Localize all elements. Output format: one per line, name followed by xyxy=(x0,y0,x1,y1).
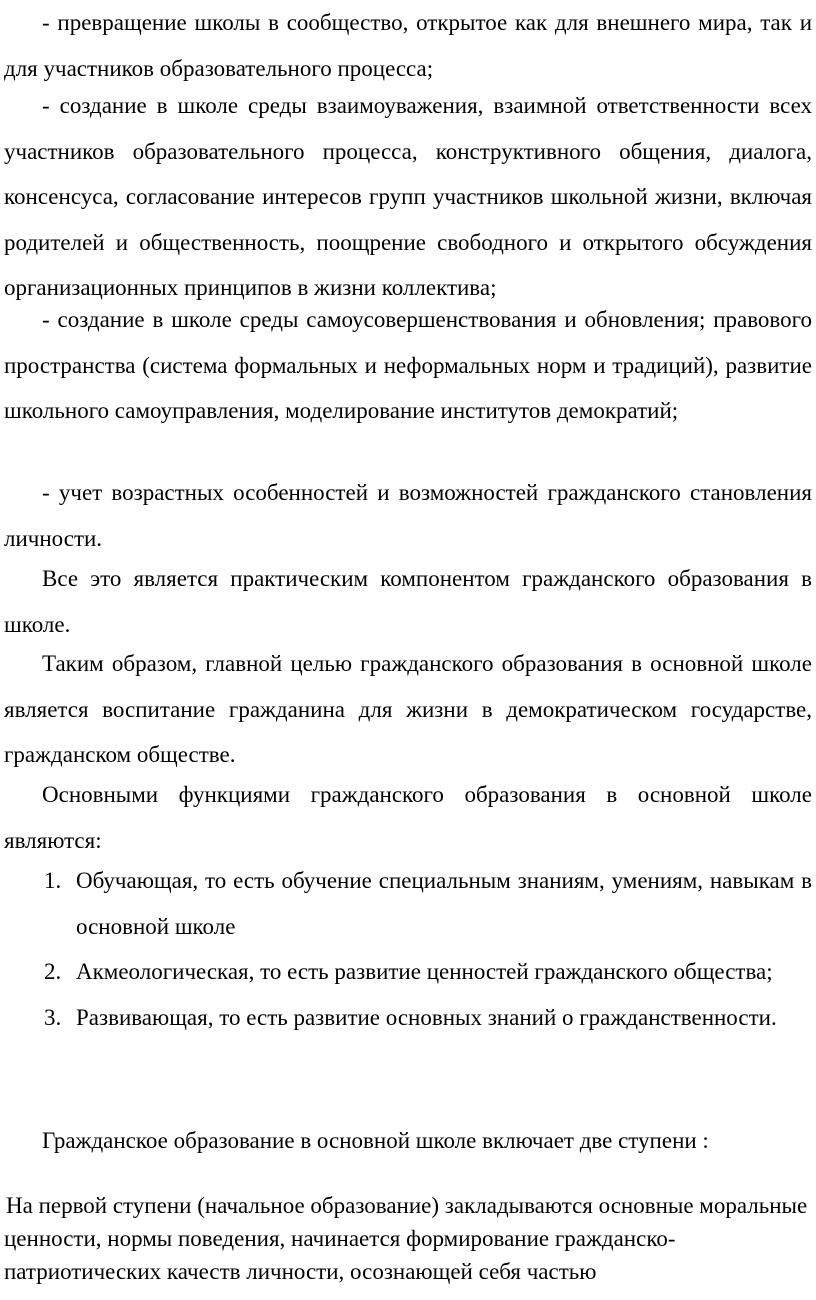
paragraph-mutual-respect: - создание в школе среды взаимоуважения, взаимной ответственности всех участников образовательного процесса, конструктивного общения, диалога, консенсуса, согласование интересов групп участников школьной жизни, включая родителей и общественность, поощрение свободного и открытого обсуждения организационных принципов в жизни коллектива; xyxy=(4,93,812,301)
list-item-text: Акмеологическая, то есть развитие ценностей гражданского общества; xyxy=(76,959,773,985)
list-item xyxy=(4,995,812,1041)
paragraph-self-improvement: - создание в школе среды самоусовершенствования и обновления; правового пространства (система формальных и неформальных норм и традиций), развитие школьного самоуправления, моделирование институтов демократий; xyxy=(4,307,812,424)
list-item-text: Развивающая, то есть развитие основных знаний о гражданственности. xyxy=(76,1004,777,1030)
list-number: 2. xyxy=(44,959,62,985)
functions-list xyxy=(4,858,812,1040)
paragraph-school-community: - превращение школы в сообщество, открытое как для внешнего мира, так и для участников образовательного процесса; xyxy=(4,10,812,81)
paragraph-first-stage: На первой ступени (начальное образование) закладываются основные моральные ценности, нормы поведения, начинается формирование гражданско-патриотических качеств личности, осознающей себя частью xyxy=(4,1193,808,1284)
paragraph-two-stages: Гражданское образование в основной школе включает две ступени : xyxy=(42,1128,709,1153)
paragraph-practical-component: Все это является практическим компонентом гражданского образования в школе. xyxy=(4,566,812,637)
list-item xyxy=(4,949,812,995)
list-number: 3. xyxy=(44,1004,62,1030)
list-item-text: Обучающая, то есть обучение специальным знаниям, умениям, навыкам в основной школе xyxy=(76,868,812,939)
list-number: 1. xyxy=(44,868,62,893)
paragraph-main-goal: Таким образом, главной целью гражданского образования в основной школе является воспитание гражданина для жизни в демократическом государстве, гражданском обществе. xyxy=(4,651,812,768)
list-item xyxy=(4,858,812,949)
paragraph-age-features: - учет возрастных особенностей и возможностей гражданского становления личности. xyxy=(4,480,812,551)
paragraph-functions-intro: Основными функциями гражданского образования в основной школе являются: xyxy=(4,782,812,853)
